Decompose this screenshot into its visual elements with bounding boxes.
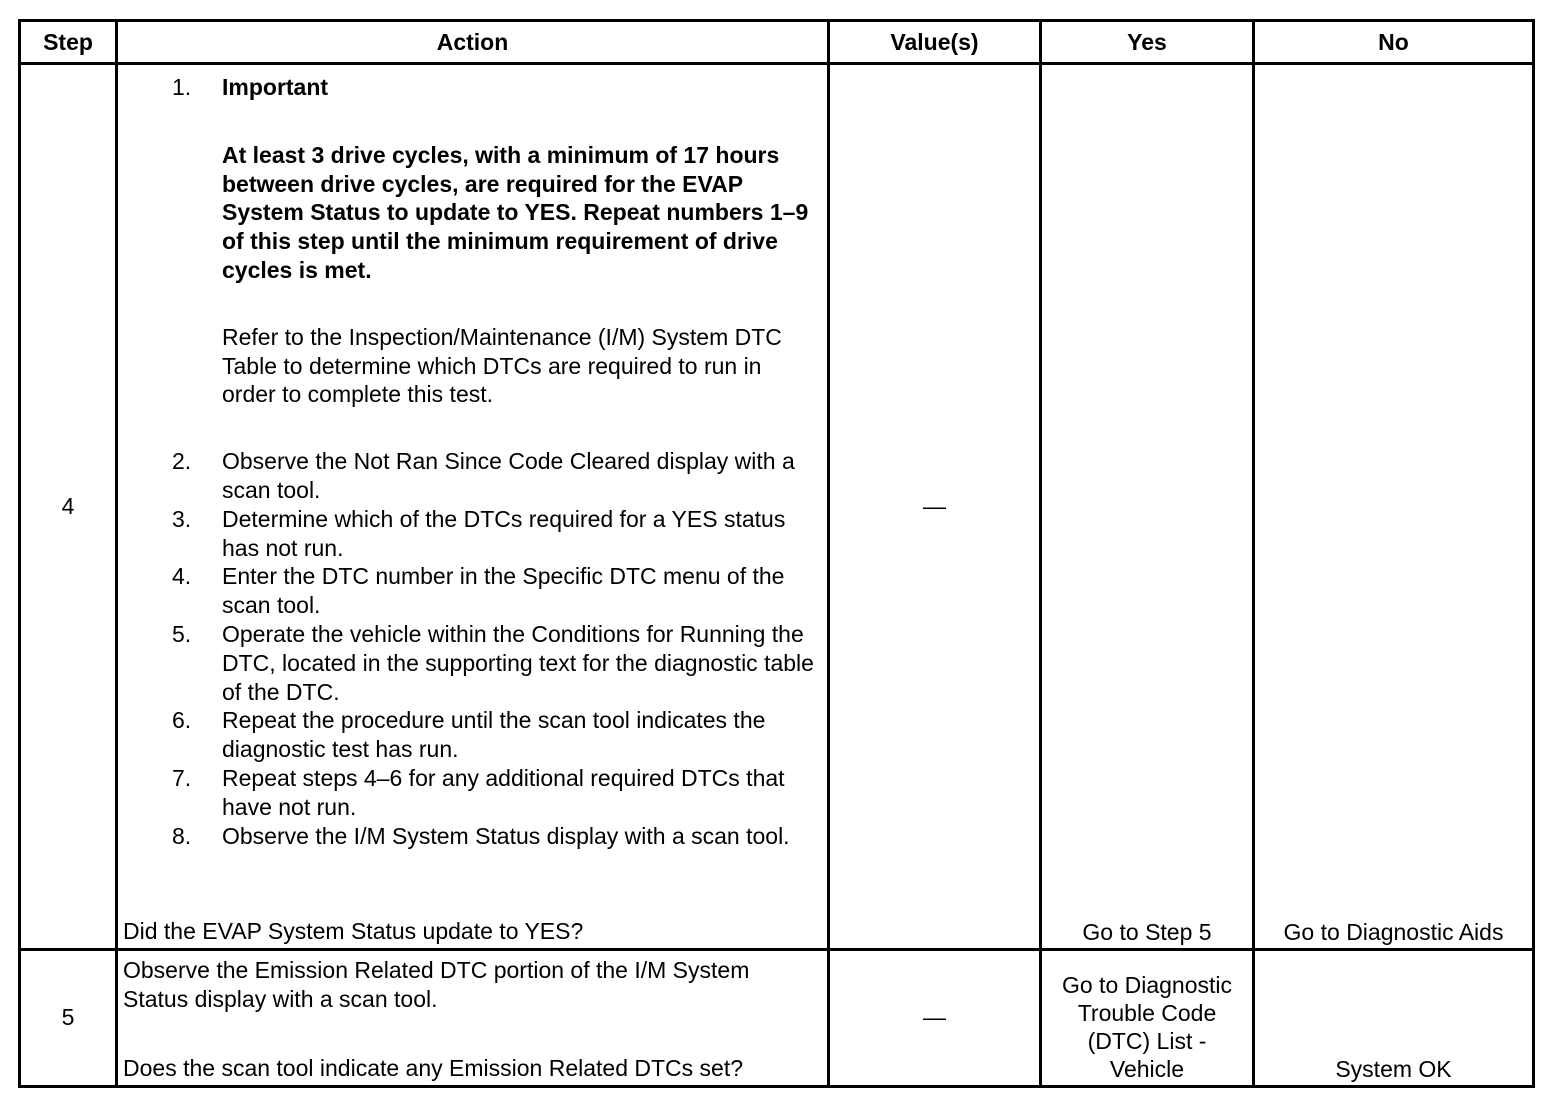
action-cell bbox=[117, 949, 829, 1086]
action-cell bbox=[117, 64, 829, 950]
value-cell: — bbox=[829, 64, 1041, 950]
header-no: No bbox=[1254, 21, 1534, 64]
reference-note: Refer to the Inspection/Maintenance (I/M) System DTC Table to determine which DTCs are required to run in order to complete this test. bbox=[222, 323, 782, 408]
step-question: Does the scan tool indicate any Emission Related DTCs set? bbox=[123, 1055, 744, 1082]
step-number: 4 bbox=[20, 64, 117, 950]
list-item: 5. Operate the vehicle within the Conditions for Running the DTC, located in the supporting text for the diagnostic table of the DTC. bbox=[172, 620, 814, 705]
action-text: Observe the Emission Related DTC portion of the I/M System Status display with a scan tool. bbox=[123, 956, 750, 1012]
no-link[interactable]: Go to Diagnostic Aids bbox=[1254, 64, 1534, 950]
step-number: 5 bbox=[20, 949, 117, 1086]
diagnostic-table bbox=[18, 19, 1535, 1088]
list-item: 8. Observe the I/M System Status display with a scan tool. bbox=[172, 822, 790, 849]
header-action: Action bbox=[117, 21, 829, 64]
header-yes: Yes bbox=[1041, 21, 1254, 64]
list-item: 6. Repeat the procedure until the scan tool indicates the diagnostic test has run. bbox=[172, 707, 766, 763]
list-item: 1. Important At least 3 drive cycles, with a minimum of 17 hours between drive cycles, are required for the EVAP System Status to update to YES. Repeat numbers 1–9 of this step until the minimum requirement of drive cycles is met. Refer to the Inspection/Maintenance (I/M) System DTC Table to determine which DTCs are required to run in order to complete this test. bbox=[118, 73, 817, 447]
table-row-step-4 bbox=[20, 64, 1534, 950]
step-question: Did the EVAP System Status update to YES? bbox=[123, 918, 584, 945]
list-item: 4. Enter the DTC number in the Specific DTC menu of the scan tool. bbox=[172, 563, 785, 619]
list-item: 3. Determine which of the DTCs required for a YES status has not run. bbox=[172, 505, 786, 561]
list-item: 2. Observe the Not Ran Since Code Cleared display with a scan tool. bbox=[172, 448, 795, 503]
yes-link[interactable]: Go to Step 5 bbox=[1041, 64, 1254, 950]
header-step: Step bbox=[20, 21, 117, 64]
table-row-step-5 bbox=[20, 949, 1534, 1086]
value-cell: — bbox=[829, 949, 1041, 1086]
list-item: 7. Repeat steps 4–6 for any additional required DTCs that have not run. bbox=[172, 764, 785, 820]
important-label: Important bbox=[222, 74, 329, 101]
yes-link[interactable]: Go to Diagnostic Trouble Code (DTC) List - Vehicle bbox=[1041, 949, 1254, 1086]
header-row bbox=[20, 21, 1534, 64]
important-note: At least 3 drive cycles, with a minimum of 17 hours between drive cycles, are required for the EVAP System Status to update to YES. Repeat numbers 1–9 of this step until the minimum requirement of drive cycles is met. bbox=[222, 141, 809, 284]
header-values: Value(s) bbox=[829, 21, 1041, 64]
no-link[interactable]: System OK bbox=[1254, 949, 1534, 1086]
